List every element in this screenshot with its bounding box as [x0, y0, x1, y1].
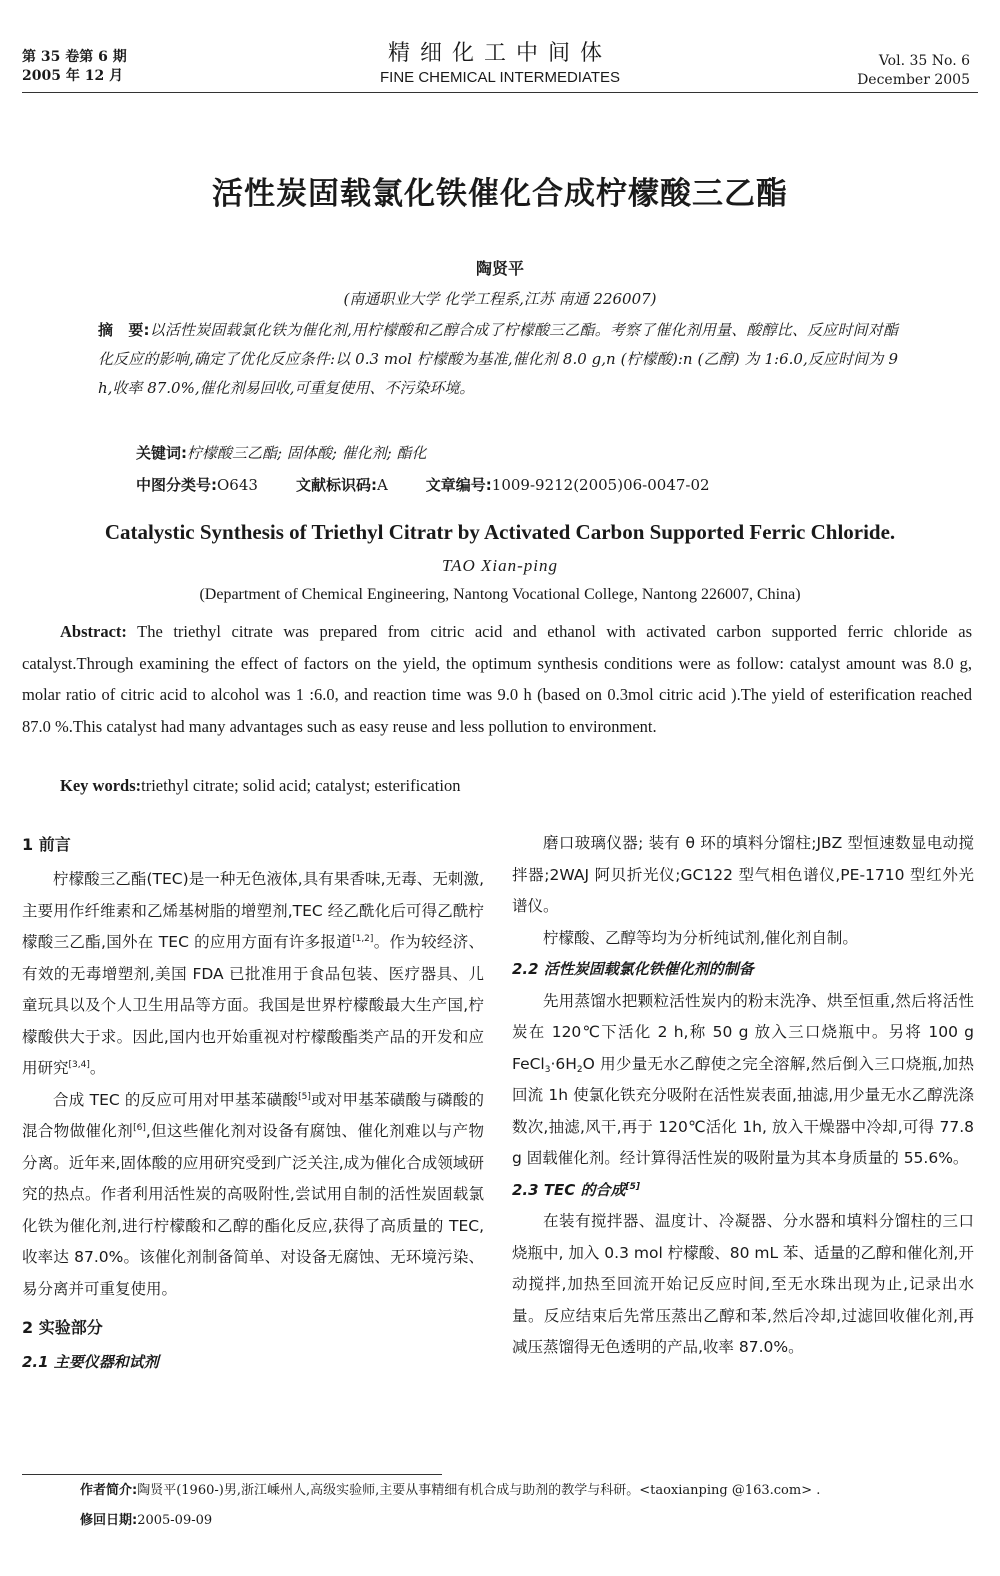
article-number-value: 1009-9212(2005)06-0047-02 — [491, 476, 710, 494]
subscript: 3 — [544, 1064, 551, 1075]
subscript: 2 — [576, 1064, 583, 1075]
footnote-rule — [22, 1474, 442, 1475]
footnote-revised-text: 2005-09-09 — [137, 1513, 213, 1528]
text-run: 柠檬酸三乙酯(TEC)是一种无色液体,具有果香味,无毒、无刺激,主要用作纤维素和乙烯基树脂的增塑剂,TEC 经乙酰化后可得乙酰柠檬酸三乙酯,国外在 TEC 的应用方面有许多报道 — [22, 870, 484, 951]
section-2-3-heading — [512, 1175, 974, 1207]
abstract-cn-label: 摘 要: — [98, 321, 150, 339]
text-run: ·6H — [550, 1054, 577, 1073]
abstract-cn — [98, 316, 898, 403]
text-run: 。 — [89, 1059, 106, 1077]
section-1-paragraph-1 — [22, 864, 484, 1085]
header-rule — [22, 92, 978, 93]
section-2-heading: 2 实验部分 — [22, 1318, 103, 1337]
title-cn: 活性炭固载氯化铁催化合成柠檬酸三乙酯 — [212, 176, 788, 212]
section-1-paragraph-2 — [22, 1085, 484, 1306]
section-2-1-heading: 2.1 主要仪器和试剂 — [22, 1353, 159, 1371]
doc-code-label: 文献标识码: — [295, 476, 377, 494]
section-2-1-paragraph-2: 柠檬酸、乙醇等均为分析纯试剂,催化剂自制。 — [543, 928, 858, 947]
title-en: Catalystic Synthesis of Triethyl Citratr by Activated Carbon Supported Ferric Chloride. — [104, 520, 896, 544]
footnote-revised-label: 修回日期: — [80, 1513, 138, 1528]
text-run: 先用蒸馏水把颗粒活性炭内的粉末洗净、烘至恒重,然后将活性炭在 120℃下活化 2 h,称 50 g 放入三口烧瓶中。另将 100 g FeCl — [512, 991, 974, 1073]
section-2-1-paragraph-1: 磨口玻璃仪器; 装有 θ 环的填料分馏柱;JBZ 型恒速数显电动搅拌器;2WAJ 阿贝折光仪;GC122 型气相色谱仪,PE-1710 型红外光谱仪。 — [512, 834, 974, 915]
keywords-en-label: Key words: — [60, 776, 142, 795]
article-number-label: 文章编号: — [425, 476, 492, 494]
keywords-en — [60, 776, 460, 796]
author-cn: 陶贤平 — [475, 259, 524, 278]
affiliation-en: (Department of Chemical Engineering, Nantong Vocational College, Nantong 226007, China) — [199, 586, 801, 603]
author-en: TAO Xian-ping — [441, 556, 559, 575]
body-column-left — [22, 828, 484, 1379]
clc-value: O643 — [217, 476, 258, 494]
keywords-cn — [136, 442, 426, 463]
section-2-2-heading: 2.2 活性炭固载氯化铁催化剂的制备 — [512, 960, 754, 978]
keywords-cn-text: 柠檬酸三乙酯; 固体酸; 催化剂; 酯化 — [187, 444, 427, 462]
citation: [1,2] — [352, 934, 374, 944]
text-run: 。作为较经济、有效的无毒增塑剂,美国 FDA 已批准用于食品包装、医疗器具、儿童玩具以及个人卫生用品等方面。我国是世界柠檬酸最大生产国,柠檬酸供大于求。因此,国内也开始重视对柠檬酸酯类产品的开发和应用研究 — [22, 933, 484, 1077]
citation: [3,4] — [68, 1060, 90, 1070]
clc-label: 中图分类号: — [136, 476, 217, 494]
journal-name-cn: 精细化工中间体 — [387, 41, 612, 66]
volume-issue-cn: 第 35 卷第 6 期 — [22, 49, 127, 65]
footnote-author-label: 作者简介: — [80, 1483, 138, 1498]
journal-name-en: FINE CHEMICAL INTERMEDIATES — [379, 69, 621, 86]
journal-header — [0, 40, 1000, 88]
keywords-en-text: triethyl citrate; solid acid; catalyst; esterification — [141, 776, 461, 795]
abstract-en-label: Abstract: — [60, 622, 127, 641]
abstract-en — [22, 616, 972, 742]
keywords-cn-label: 关键词: — [136, 444, 187, 462]
text-run: ,但这些催化剂对设备有腐蚀、催化剂难以与产物分离。近年来,固体酸的应用研究受到广泛关注,成为催化合成领域研究的热点。作者利用活性炭的高吸附性,尝试用自制的活性炭固载氯化铁为催化剂,进行柠檬酸和乙醇的酯化反应,获得了高质量的 TEC,收率达 87.0%。该催化剂制备简单、对设备无腐蚀、无环境污染、易分离并可重复使用。 — [22, 1122, 484, 1298]
body-column-right — [512, 828, 974, 1364]
citation: [5] — [625, 1181, 641, 1192]
abstract-en-text: The triethyl citrate was prepared from citric acid and ethanol with activated carbon supported ferric chloride as catalyst.Through examining the effect of factors on the yield, the optimum synthesis conditions were as follow: catalyst amount was 8.0 g, molar ratio of citric acid to alcohol was 1 :6.0, and reaction time was 9.0 h (based on 0.3mol citric acid ).The yield of esterification reached 87.0 %.This catalyst had many advantages such as easy reuse and less pollution to environment. — [22, 622, 972, 736]
abstract-cn-text: 以活性炭固载氯化铁为催化剂,用柠檬酸和乙醇合成了柠檬酸三乙酯。考察了催化剂用量、酸醇比、反应时间对酯化反应的影响,确定了优化反应条件:以 0.3 mol 柠檬酸为基准,催化剂 8.0 g,n (柠檬酸):n (乙醇) 为 1:6.0,反应时间为 9 h,收率 87.0%,催化剂易回收,可重复使用、不污染环境。 — [98, 321, 899, 397]
footnote-author-text: 陶贤平(1960-)男,浙江嵊州人,高级实验师,主要从事精细有机合成与助剂的教学与科研。<taoxianping @163.com> . — [137, 1483, 821, 1498]
header-volume-en — [857, 52, 970, 90]
affiliation-cn: (南通职业大学 化学工程系,江苏 南通 226007) — [343, 290, 657, 308]
section-2-3-paragraph-1: 在装有搅拌器、温度计、冷凝器、分水器和填料分馏柱的三口烧瓶中, 加入 0.3 mol 柠檬酸、80 mL 苯、适量的乙醇和催化剂,开动搅拌,加热至回流开始记反应时间,至无水珠出现为止,记录出水量。反应结束后先常压蒸出乙醇和苯,然后冷却,过滤回收催化剂,再减压蒸馏得无色透明的产品,收率 87.0%。 — [512, 1212, 974, 1356]
citation: [6] — [133, 1123, 146, 1133]
text-run: O 用少量无水乙醇使之完全溶解,然后倒入三口烧瓶,加热回流 1h 使氯化铁充分吸附在活性炭表面,抽滤,用少量无水乙醇洗涤数次,抽滤,风干,再于 120℃活化 1h, 放入干燥器中冷却,可得 77.8 g 固载催化剂。经计算得活性炭的吸附量为其本身质量的 55.6%。 — [512, 1054, 974, 1167]
text-run: 合成 TEC 的反应可用对甲基苯磺酸 — [53, 1090, 299, 1109]
classification-line — [136, 474, 710, 495]
volume-issue-en: Vol. 35 No. 6 — [878, 53, 970, 69]
date-en: December 2005 — [857, 72, 970, 88]
date-cn: 2005 年 12 月 — [22, 68, 124, 84]
section-2-2-paragraph-1 — [512, 986, 974, 1175]
doc-code-value: A — [376, 476, 388, 494]
heading-text: 2.3 TEC 的合成 — [512, 1180, 626, 1199]
footnote-revised — [80, 1511, 980, 1531]
section-1-heading: 1 前言 — [22, 835, 71, 854]
citation: [5] — [298, 1091, 311, 1102]
footnote-author — [80, 1481, 980, 1501]
text-run: 或对甲基苯磺酸与磷酸的混合物做催化剂 — [22, 1090, 484, 1140]
